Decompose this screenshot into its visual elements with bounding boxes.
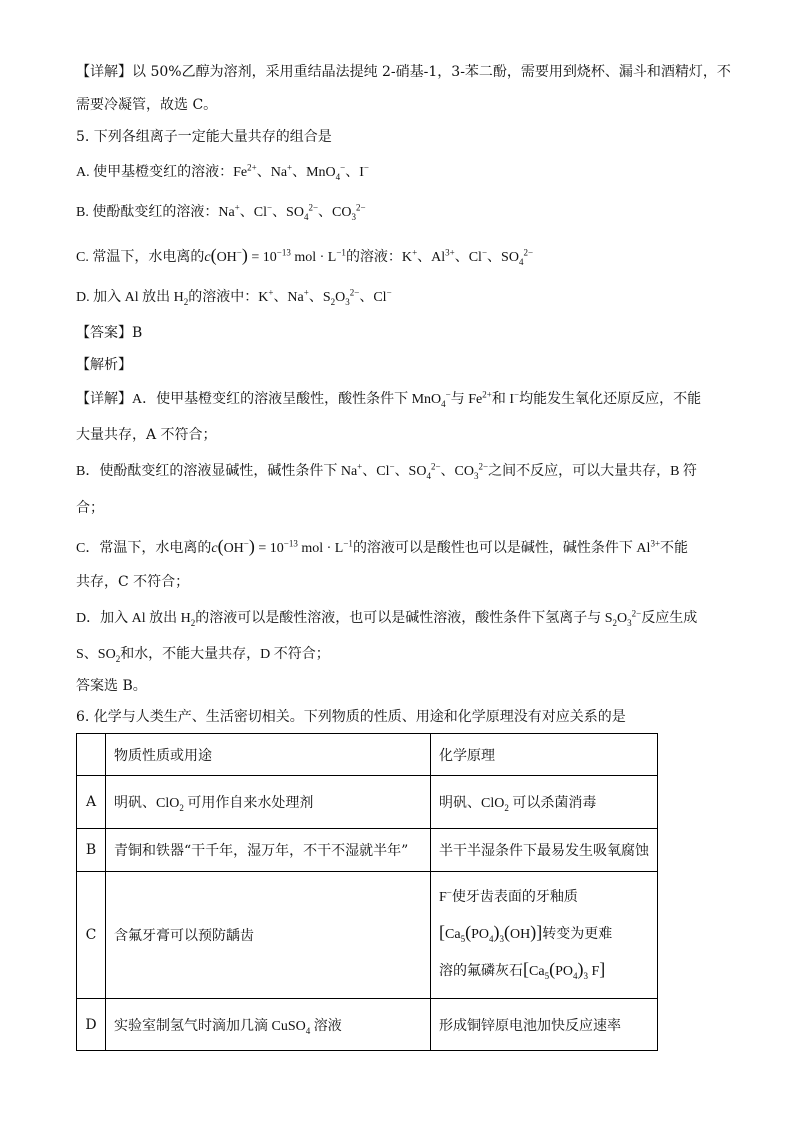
q4-detail-line-1: 【详解】以 50%乙醇为溶剂，采用重结晶法提纯 2-硝基-1，3-苯二酚，需要用到烧杯、漏斗和酒精灯，不	[76, 64, 731, 80]
q5-option-b: B. 使酚酞变红的溶液：Na+、Cl−、$SO_4^{2-}$、$CO_3^{2-}$	[76, 202, 366, 222]
q5-answer: 【答案】B	[76, 325, 143, 341]
q5-detail-line-6: 共存，C 不符合；	[76, 574, 190, 590]
row-d-principle: 形成铜锌原电池加快反应速率	[431, 999, 658, 1051]
q5-detail-line-2: 大量共存，A 不符合；	[76, 427, 217, 443]
table-header-key	[77, 734, 106, 776]
table-header-use: 物质性质或用途	[106, 734, 431, 776]
q4-detail-line-2: 需要冷凝管，故选 C。	[76, 97, 218, 113]
q5-detail-line-5: C．常温下，水电离的$c(OH^-) = 10^{-13}$ mol · $L^{-1}$的溶液可以是酸性也可以是碱性，碱性条件下 $Al^{3+}$不能	[76, 536, 689, 556]
table-row	[77, 872, 658, 999]
row-c-key: C	[77, 872, 106, 999]
table-header-principle: 化学原理	[431, 734, 658, 776]
row-c-use: 含氟牙膏可以预防龋齿	[106, 872, 431, 999]
q5-detail-line-8: S、$SO_2$和水，不能大量共存，D 不符合；	[76, 647, 330, 664]
table-row	[77, 829, 658, 872]
q5-option-d: D. 加入 Al 放出 $H_2$的溶液中：K+、Na+、$S_2O_3^{2-}$、Cl−	[76, 287, 392, 307]
q5-stem: 5. 下列各组离子一定能大量共存的组合是	[76, 129, 332, 145]
row-a-use: 明矾、ClO$_2$ 可用作自来水处理剂	[106, 776, 431, 829]
row-b-use: 青铜和铁器“干千年，湿万年，不干不湿就半年”	[106, 829, 431, 872]
q6-stem: 6. 化学与人类生产、生活密切相关。下列物质的性质、用途和化学原理没有对应关系的是	[76, 709, 626, 725]
table-row	[77, 999, 658, 1051]
q5-analysis-heading: 【解析】	[76, 357, 132, 373]
q6-table	[76, 733, 658, 1051]
q5-detail-line-1: 【详解】A．使甲基橙变红的溶液呈酸性，酸性条件下 MnO$_4$−与 $Fe^{2+}$和 I−均能发生氧化还原反应，不能	[76, 389, 702, 409]
q5-option-a: A. 使甲基橙变红的溶液：$Fe^{2+}$、Na+、MnO$_4$−、I−	[76, 162, 369, 182]
q5-detail-line-3: B．使酚酞变红的溶液显碱性，碱性条件下 Na+、Cl−、$SO_4^{2-}$、$CO_3^{2-}$之间不反应，可以大量共存，B 符	[76, 461, 697, 481]
row-d-use: 实验室制氢气时滴加几滴 CuSO$_4$ 溶液	[106, 999, 431, 1051]
row-a-principle: 明矾、ClO$_2$ 可以杀菌消毒	[431, 776, 658, 829]
q5-detail-line-9: 答案选 B。	[76, 678, 147, 694]
row-b-key: B	[77, 829, 106, 872]
row-a-key: A	[77, 776, 106, 829]
q5-option-c: C. 常温下，水电离的$c(OH^-) = 10^{-13}$ mol · $L^{-1}$的溶液：K+、$Al^{3+}$、Cl−、$SO_4^{2-}$	[76, 245, 534, 267]
row-b-principle: 半干半湿条件下最易发生吸氧腐蚀	[431, 829, 658, 872]
table-row	[77, 776, 658, 829]
table-header-row	[77, 734, 658, 776]
q5-detail-line-4: 合；	[76, 500, 104, 516]
q5-detail-line-7: D．加入 Al 放出 $H_2$的溶液可以是酸性溶液，也可以是碱性溶液，酸性条件下氢离子与 $S_2O_3^{2-}$反应生成	[76, 608, 698, 628]
row-d-key: D	[77, 999, 106, 1051]
row-c-principle: F−使牙齿表面的牙釉质 $[Ca_5(PO_4)_3(OH)]$转变为更难 溶的氟磷灰石[$Ca_5(PO_4)_3$ F]	[431, 872, 658, 999]
